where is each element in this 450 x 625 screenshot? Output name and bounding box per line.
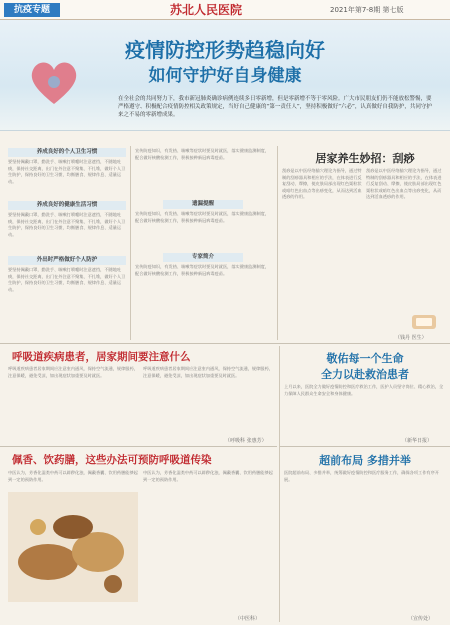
body-text: 宣传防疫知识，有发热、咳嗽等症状时要及时就医，落实健康监测制度，配合做好核酸检测工作，积极接种新冠病毒疫苗。 (135, 211, 270, 223)
section-tag: 抗疫专题 (4, 3, 60, 17)
subheading: 遗漏提醒 (163, 200, 243, 209)
byline: （宣传处） (408, 616, 434, 622)
byline: （中医科） (235, 616, 261, 622)
subheading: 养成良好的健康生活习惯 (8, 201, 126, 210)
byline: （钱丹 医生） (395, 335, 427, 341)
column-divider (130, 146, 131, 340)
body-text: 刮痧是以中医经络腧穴理论为指导，通过特制的刮痧器具和相应的手法，在体表进行反复刮动、摩擦，使皮肤局部出现红色粟粒状或暗红色出血点等出痧变化，从而达到活血透痧的作用。 (366, 168, 442, 199)
article-title: 敬佑每一个生命 (326, 352, 404, 365)
body-text: 中医认为，芳香化湿类中药可以辟秽化浊，佩戴香囊、饮用药膳能够起到一定的预防作用。 (8, 470, 138, 482)
horizontal-rule (0, 446, 277, 447)
article-title: 佩香、饮药膳，这些办法可预防呼吸道传染 (12, 454, 212, 466)
body-text: 要坚持佩戴口罩，勤洗手、咳嗽打喷嚏时注意遮挡，不随地吐痰，保持社交距离，出门在外注意不聚集、不扎堆，做好个人卫生防护，保持良好的卫生习惯，均衡膳食、规律作息、适量运动。 (8, 159, 126, 184)
hero-title: 疫情防控形势趋稳向好 (125, 38, 325, 62)
body-text: 中医认为，芳香化湿类中药可以辟秽化浊，佩戴香囊、饮用药膳能够起到一定的预防作用。 (143, 470, 273, 482)
body-text: 宣传防疫知识，有发热、咳嗽等症状时要及时就医，落实健康监测制度，配合做好核酸检测工作，积极接种新冠病毒疫苗。 (135, 148, 270, 160)
subheading: 专家简介 (163, 253, 243, 262)
subheading: 养成良好的个人卫生习惯 (8, 148, 126, 157)
date-line: 2021年第7-8期 第七版 (330, 6, 404, 14)
body-text: 上月以来，医院全力做好疫情防控和医疗救治工作，医护人员坚守岗位、精心救治，全力保障人民群众生命安全和身体健康。 (284, 384, 444, 396)
article-title: 全力以赴救治患者 (321, 368, 409, 381)
column-divider (277, 146, 278, 340)
body-text: 要坚持佩戴口罩，勤洗手、咳嗽打喷嚏时注意遮挡，不随地吐痰，保持社交距离，出门在外注意不聚集、不扎堆，做好个人卫生防护，保持良好的卫生习惯，均衡膳食、规律作息、适量运动。 (8, 267, 126, 292)
byline: （呼吸科 张惠芳） (225, 438, 267, 444)
body-text: 医院超前布局、多措并举，统筹做好疫情防控和医疗服务工作，确保各项工作有序开展。 (284, 470, 439, 482)
article-title: 居家养生妙招：刮痧 (315, 152, 415, 165)
horizontal-rule (0, 343, 450, 344)
hero-lead: 在全社会的共同努力下，我市新冠肺炎确诊病例连续多日零新增，但是零新增不等于零风险。广大市民朋友们仍不能放松警惕，要严格遵守、积极配合疫情防控相关政策规定，当好自己健康的“第一责任人”，坚持积极做好“六必”，认真做好自我防护，共同守护来之不易的零新增成果。 (118, 96, 432, 118)
byline: （新华日报） (402, 438, 433, 444)
body-text: 呼吸道疾病患者居家期间应注意室内通风，保持空气流通，规律服药，注意保暖，避免受凉，如出现症状加重要及时就医。 (143, 366, 273, 378)
paper-name: 苏北人民医院 (170, 3, 243, 17)
body-text: 要坚持佩戴口罩，勤洗手、咳嗽打喷嚏时注意遮挡，不随地吐痰，保持社交距离，出门在外注意不聚集、不扎堆，做好个人卫生防护，保持良好的卫生习惯，均衡膳食、规律作息、适量运动。 (8, 212, 126, 237)
body-text: 呼吸道疾病患者居家期间应注意室内通风，保持空气流通，规律服药，注意保暖，避免受凉，如出现症状加重要及时就医。 (8, 366, 138, 378)
body-text: 刮痧是以中医经络腧穴理论为指导，通过特制的刮痧器具和相应的手法，在体表进行反复刮动、摩擦，使皮肤局部出现红色粟粒状或暗红色出血点等出痧变化，从而达到活血透痧的作用。 (282, 168, 362, 199)
article-title: 呼吸道疾病患者，居家期间要注意什么 (12, 351, 191, 363)
subheading: 外出时严格做好个人防护 (8, 256, 126, 265)
column-divider (279, 346, 280, 622)
herb-photo (8, 492, 138, 602)
article-title: 超前布局 多措并举 (319, 454, 411, 467)
heart-icon (24, 52, 84, 112)
horizontal-rule (280, 446, 450, 447)
hero-subtitle: 如何守护好自身健康 (148, 66, 302, 86)
phone-icon (410, 312, 438, 332)
body-text: 宣传防疫知识，有发热、咳嗽等症状时要及时就医，落实健康监测制度，配合做好核酸检测工作，积极接种新冠病毒疫苗。 (135, 264, 270, 276)
